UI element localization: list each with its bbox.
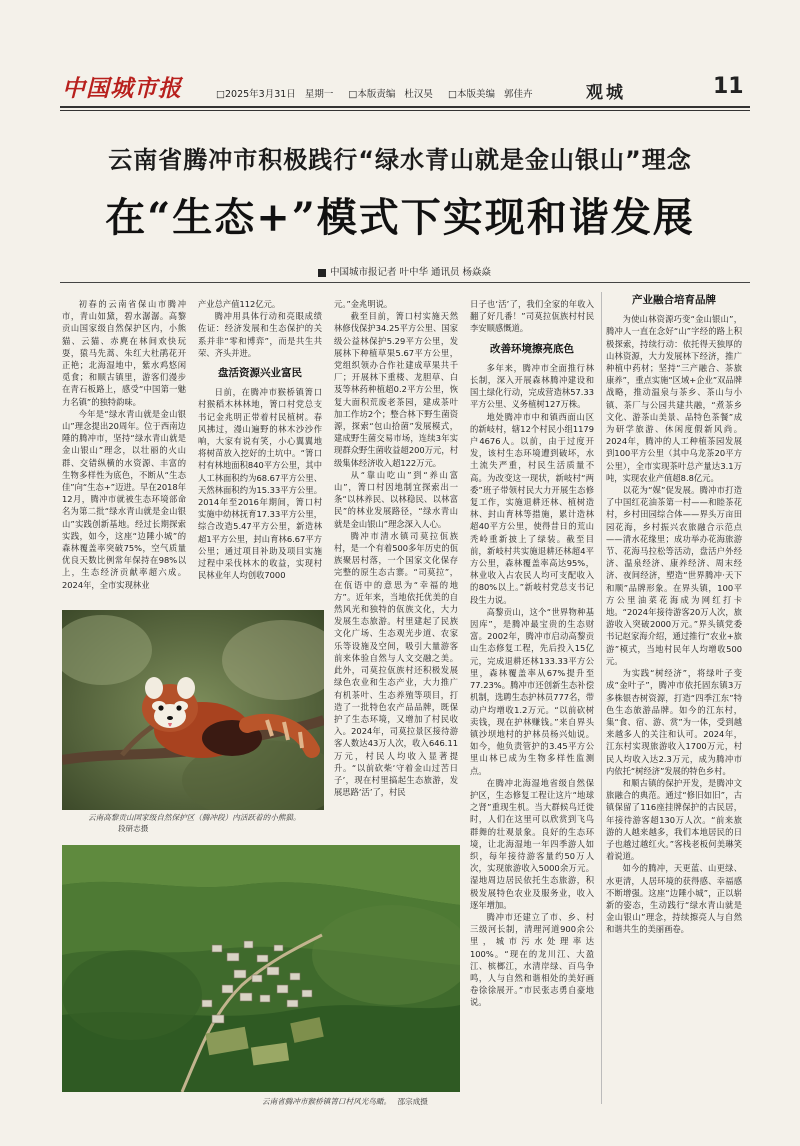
village-aerial-photo [62,845,460,1092]
paragraph: 日子也‘活’了，我们全家的年收入翻了好几番！”司莫拉佤族村村民李安顺感慨道。 [470,299,594,334]
paragraph: 多年来，腾冲市全面推行林长制，深入开展森林腾冲建设和国土绿化行动，完成营造林57.33平方公里、义务植树127万株。 [470,362,594,410]
red-panda-illustration [62,610,324,810]
photo1-credit: 段研志摄 [118,824,149,833]
paragraph: 腾冲市清水镇司莫拉佤族村，是一个有着500多年历史的佤族聚居村落，一个国家文化保存完整的原生态古寨。“司莫拉”，在佤语中的意思为“幸福的地方”。近年来，当地依托优美的自然风光和独特的佤族文化，大力发展生态旅游。村里建起了民族文化广场、生态观光步道、农家乐等设施及空间，吸引大量游客前来体验自然与人文交融之美。此外，司莫拉佤族村还积极发展绿色农业和生态产业，大力推广有机茶叶、生态养殖等项目，打造了一批特色农产品品牌，既保护了生态环境，又增加了村民收入。2024年，司莫拉景区接待游客人数达43万人次，收入646.11万元，村民人均收入显著提升。“以前砍柴‘守着金山过苦日子’，现在村里搞起生态旅游，发展思路‘活’了，村民 [334,530,458,798]
paragraph: 为使山林资源巧变“金山银山”，腾冲人一直在念好“山”字经的路上积极探索，持续行动：依托得天独厚的山林资源，大力发展林下经济，推广种植中药材；坚持“三产融合、茶旅康养”，重点实施“区域+企业”双品牌战略，推动温泉与茶乡、茶山与小镇、茶厂与公园共建共融，“煮茶乡文化、游茶山美景、品特色茶餐”成为研学旅游、休闲度假新风尚。2024年，腾冲的人工种植茶园发展到100平方公里（其中乌龙茶20平方公里），全市实现茶叶总产量达3.1万吨，实现农业产值超8.8亿元。 [606,314,742,483]
paragraph: 日前，在腾冲市猴桥镇箐口村猴稻木林林地，箐口村党总支书记金兆明正带着村民植树。春风拂过，漫山遍野的林木沙沙作响，大家有说有笑，小心翼翼地将树苗放入挖好的土坑中。“箐口村有林地面积840平方公里，其中人工林面积约为68.67平方公里、天然林面积约为15.33平方公里。2014年至2016年期间，箐口村实施中幼林抚育17.33平方公里，综合改造5.47平方公里，新造林超1平方公里，封山育林6.67平方公里；通过项目补助及项目实施过程中采伐林木的收益，实现村民林业年人均创收7000 [198,387,322,581]
photo2-caption [262,1096,462,1107]
newspaper-logo: 中国城市报 [62,75,182,102]
issue-info: □2025年3月31日 星期一 □本版责编 杜汉昊 □本版美编 郭佳卉 [216,89,533,100]
masthead [0,0,800,118]
paragraph: 地处腾冲市中和镇西面山区的新岐村，辖12个村民小组1179户4676人。以前，由于过度开发，该村生态环境遭到破坏，水土流失严重，村民生活质量不高。为改变这一现状，新岐村“两委”班子带领村民大力开展生态修复工作，实施退耕还林、植树造林、封山育林等措施，累计造林超40平方公里，使得昔日的荒山秃岭重新披上了绿装。截至目前，新岐村共实施退耕还林超4平方公里，森林覆盖率高达95%，林业收入占农民人均可支配收入的80%以上。”新岐村党总支书记段生力说。 [470,411,594,605]
paragraph: 腾冲市还建立了市、乡、村三级河长制，清理河道900余公里，城市污水处理率达100%。“现在的龙川江、大盈江、槟榔江，水清岸绿、百鸟争鸣，人与自然和谐相处的美好画卷徐徐展开。”市民张志勇自豪地说。 [470,911,594,1008]
paragraph: 今年是“绿水青山就是金山银山”理念提出20周年。位于西南边陲的腾冲市，坚持“绿水青山就是金山银山”理念，以壮丽的火山群、交错纵横的水资源、丰富的生物多样性为底色，不断从“生态佳”向“生态+”迈进。早在2018年12月，腾冲市就被生态环境部命名为第二批“绿水青山就是金山银山”实践创新基地。经过长期探索实践，如今，这座“边陲小城”的森林覆盖率突破75%，空气质量优良天数比例常年保持在98%以上，生态经济贡献率超六成。2024年，全市实现林业 [62,408,186,590]
byline-square-icon [318,269,326,277]
designer-label: 本版美编 [456,89,495,100]
section-name: 观城 [586,83,626,103]
red-panda-photo [62,610,324,810]
paragraph: 如今的腾冲，天更蓝、山更绿、水更清，人居环境的获得感、幸福感不断增强。这座“边陲小城”，正以崭新的姿态，生动践行“绿水青山就是金山银山”理念，持续擦亮人与自然和谐共生的美丽画卷。 [606,863,742,935]
masthead-rule [60,106,750,108]
paragraph: 和顺古镇的保护开发，是腾冲文旅融合的典范。通过“修旧如旧”，古镇保留了116座挂牌保护的古民居，年接待游客超130万人次。“前来旅游的人越来越多，我们本地居民的日子也越过越红火。”客栈老板何美琳笑着说道。 [606,777,742,862]
paragraph: 初春的云南省保山市腾冲市，青山如黛，碧水潺潺。高黎贡山国家级自然保护区内，小熊猫、云猫、赤麂在林间欢快玩耍，猿马先蒿、朱红大杜鹃花开正艳；北海湿地中，紫水鸡悠闲觅食；和顺古镇里，游客们漫步在青石板路上，感受“中国第一魅力名镇”的独特韵味。 [62,299,186,407]
byline-text: 中国城市报记者 叶中华 通讯员 杨焱焱 [330,267,492,278]
headline-rule [60,282,750,283]
paragraph: 高黎贡山，这个“世界物种基因库”，是腾冲最宝贵的生态财富。2002年，腾冲市启动高黎贡山生态修复工程，先后投入15亿元，完成退耕还林133.33平方公里，森林覆盖率从67%提升至77.23%。腾冲市还创新生态补偿机制，选聘生态护林员777名，带动户均增收1.2万元。“以前砍树卖钱，现在护林赚钱。”来自界头镇沙坝地村的护林员杨兴灿说。如今，他负责管护的3.45平方公里山林已成为生物多样性监测点。 [470,606,594,776]
article-column-2 [198,298,322,598]
masthead-rule-thin [60,110,750,111]
paragraph: 以花为“媒”促发展。腾冲市打造了中国红花油茶第一村——和睦茶花村，乡村田园综合体——界头万亩田园花海，乡村振兴农旅融合示范点——清水花缘里；成功举办花海旅游节、花海马拉松等活动，盘活户外经济、温泉经济、康养经济、周末经济、夜间经济，塑造“世界腾冲·天下和顺”品牌形象。在界头镇，100平方公里油菜花海成为网红打卡地。“2024年接待游客20万人次，旅游收入突破2000万元。”界头镇党委书记赵家海介绍，通过推行“农业+旅游”模式，当地村民年人均增收500元。 [606,485,742,666]
byline [318,264,491,278]
paragraph: 腾冲用具体行动和亮眼成绩佐证：经济发展和生态保护的关系并非“零和博弈”，而是共生共荣、齐头并进。 [198,311,322,358]
headline-sub: 云南省腾冲市积极践行“绿水青山就是金山银山”理念 [108,146,692,174]
village-aerial-illustration [62,845,460,1092]
photo2-credit: 邵宗成摄 [397,1097,428,1106]
paragraph: 从“靠山吃山”到“养山富山”，箐口村因地制宜探索出一条“以林养民、以林稳民、以林富民”的林业发展路径，“绿水青山就是金山银山”理念深入人心。 [334,469,458,529]
article-column-3 [334,298,458,842]
paragraph: 在腾冲北海湿地省级自然保护区，生态修复工程让这片“地球之肾”重现生机。当大群候鸟迁徙时，人们在这里可以欣赏到飞鸟群舞的壮观景象。良好的生态环境，让北海湿地一年四季游人如织，每年接待游客量约50万人次，实现旅游收入5000余万元。湿地周边居民依托生态旅游，积极发展特色农业及服务业，收入逐年增加。 [470,777,594,910]
subheading-industry: 产业融合培育品牌 [632,294,716,306]
issue-date: 2025年3月31日 [224,89,296,100]
paragraph: 元。”金兆明说。 [334,299,393,309]
photo1-caption [88,812,320,834]
photo2-caption-text: 云南省腾冲市猴桥镇箐口村风光鸟瞰。 [262,1097,392,1106]
paragraph: 截至目前，箐口村实施天然林修伐保护34.25平方公里、国家级公益林保护5.29平方公里，发展林下种植草果5.67平方公里，党组织领办合作社建成草果共千厂；开展林下重楼、龙胆草、白芨等林药种植超0.2平方公里，恢复大面积荒废老茶园，建成茶叶加工作坊2个；整合林下野生菌资源，探索“包山拾菌”发展模式，建成野生菌交易市场，连续3年实现群众野生菌收益超200万元，村级集体经济收入超122万元。 [334,311,458,468]
photo1-caption-text: 云南高黎贡山国家级自然保护区（腾冲段）内活跃着的小熊猫。 [88,813,301,822]
issue-weekday: 星期一 [304,89,334,100]
subheading-environment: 改善环境擦亮底色 [490,342,574,355]
page-number: 11 [713,74,744,99]
subheading-resources: 盘活资源兴业富民 [218,367,302,380]
paragraph: 产业总产值112亿元。 [198,299,281,309]
paragraph: 为实践“树经济”，将绿叶子变成“金叶子”，腾冲市依托固东镇3万多株银杏树资源，打造“四季江东”特色生态旅游品牌。如今的江东村，集“食、宿、游、赏”为一体，受到越来越多人的关注和认可。2024年，江东村实现旅游收入1700万元，村民人均收入达2.3万元，成为腾冲市内依托“树经济”发展的特色乡村。 [606,668,742,776]
headline-main: 在“生态+”模式下实现和谐发展 [105,194,695,241]
column-divider [601,292,602,1104]
article-column-5 [606,292,742,1104]
editor-name: 杜汉昊 [404,89,433,100]
designer-name: 郭佳卉 [503,89,533,100]
article-column-1 [62,298,186,598]
article-column-4 [470,298,594,1104]
editor-label: 本版责编 [357,89,396,100]
